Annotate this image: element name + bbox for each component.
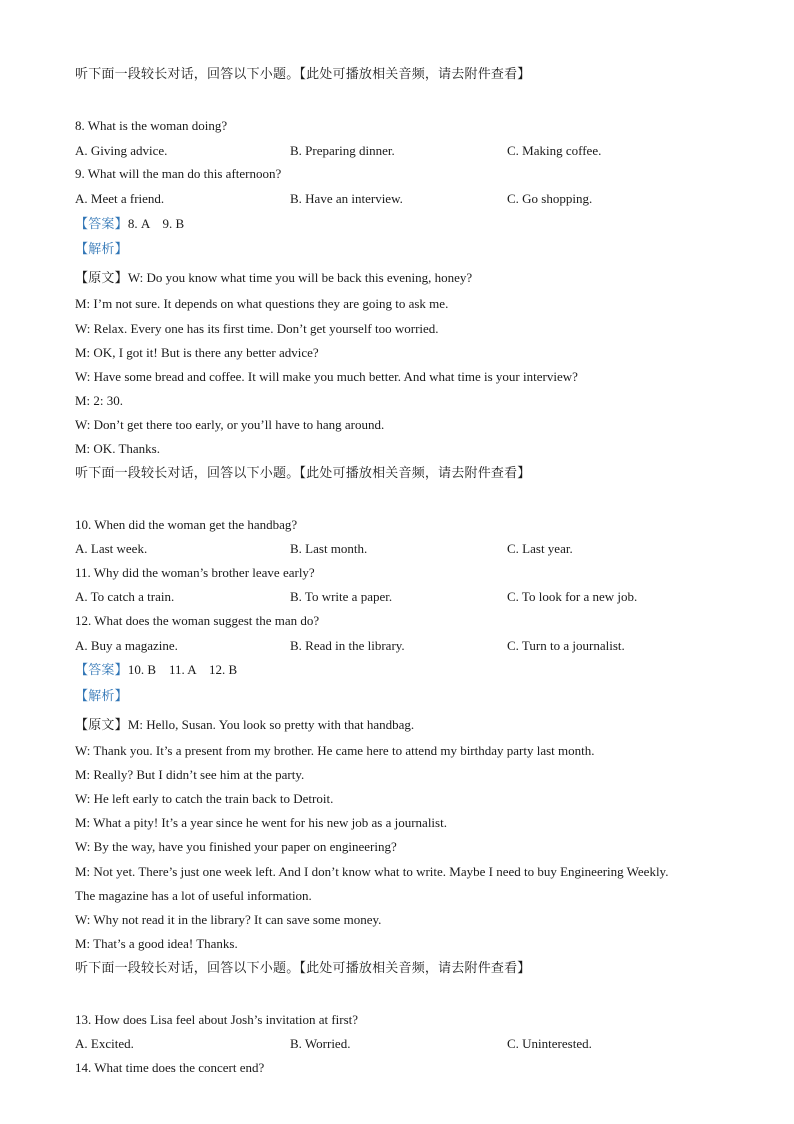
question-9-option-c: C. Go shopping. [507, 191, 593, 206]
question-11: 11. Why did the woman’s brother leave early? [75, 565, 315, 580]
question-12-option-c: C. Turn to a journalist. [507, 638, 625, 653]
answer-line [75, 216, 184, 233]
transcript-line: M: OK. Thanks. [75, 441, 160, 456]
transcript-line [75, 717, 414, 734]
answer-line [75, 662, 237, 679]
transcript-line: M: What a pity! It’s a year since he went for his new job as a journalist. [75, 815, 447, 830]
question-8-option-b: B. Preparing dinner. [290, 143, 395, 158]
transcript-line [75, 270, 472, 287]
question-12: 12. What does the woman suggest the man do? [75, 613, 320, 628]
transcript-line: W: Have some bread and coffee. It will make you much better. And what time is your interview? [75, 369, 578, 384]
transcript-line: M: Not yet. There’s just one week left. And I don’t know what to write. Maybe I need to buy Engineering Weekly. [75, 864, 669, 879]
question-13: 13. How does Lisa feel about Josh’s invitation at first? [75, 1012, 359, 1027]
question-10-option-a: A. Last week. [75, 541, 148, 556]
answer-text: 10. B 11. A 12. B [127, 662, 238, 677]
question-10-option-c: C. Last year. [507, 541, 573, 556]
section-heading: 听下面一段较长对话，回答以下小题。【此处可播放相关音频，请去附件查看】 [75, 961, 531, 976]
transcript-line: W: By the way, have you finished your paper on engineering? [75, 839, 397, 854]
transcript-line: M: Really? But I didn’t see him at the party. [75, 767, 305, 782]
question-10: 10. When did the woman get the handbag? [75, 517, 298, 532]
transcript-line: M: I’m not sure. It depends on what questions they are going to ask me. [75, 296, 449, 311]
transcript-line: W: Thank you. It’s a present from my brother. He came here to attend my birthday party last month. [75, 743, 595, 758]
transcript-line: W: Why not read it in the library? It can save some money. [75, 912, 382, 927]
question-8-option-a: A. Giving advice. [75, 143, 168, 158]
analysis-tag: 【解析】 [75, 689, 128, 704]
section-heading: 听下面一段较长对话，回答以下小题。【此处可播放相关音频，请去附件查看】 [75, 466, 531, 481]
question-8-option-c: C. Making coffee. [507, 143, 602, 158]
answer-tag: 【答案】 [75, 217, 128, 232]
question-9: 9. What will the man do this afternoon? [75, 166, 282, 181]
question-11-option-c: C. To look for a new job. [507, 589, 638, 604]
question-12-option-b: B. Read in the library. [290, 638, 405, 653]
section-heading: 听下面一段较长对话，回答以下小题。【此处可播放相关音频，请去附件查看】 [75, 67, 531, 82]
transcript-tag: 【原文】 [75, 718, 128, 733]
answer-tag: 【答案】 [75, 663, 128, 678]
transcript-line: M: OK, I got it! But is there any better advice? [75, 345, 319, 360]
transcript-line: M: That’s a good idea! Thanks. [75, 936, 238, 951]
transcript-line: W: Don’t get there too early, or you’ll have to hang around. [75, 417, 385, 432]
question-12-option-a: A. Buy a magazine. [75, 638, 178, 653]
question-13-option-b: B. Worried. [290, 1036, 351, 1051]
answer-text: 8. A 9. B [127, 216, 185, 231]
transcript-line: W: Relax. Every one has its first time. Don’t get yourself too worried. [75, 321, 439, 336]
question-10-option-b: B. Last month. [290, 541, 368, 556]
question-11-option-b: B. To write a paper. [290, 589, 393, 604]
question-9-option-b: B. Have an interview. [290, 191, 403, 206]
question-9-option-a: A. Meet a friend. [75, 191, 165, 206]
question-11-option-a: A. To catch a train. [75, 589, 175, 604]
transcript-line: The magazine has a lot of useful information. [75, 888, 312, 903]
transcript-text: W: Do you know what time you will be back this evening, honey? [127, 270, 473, 285]
question-8: 8. What is the woman doing? [75, 118, 228, 133]
question-13-option-c: C. Uninterested. [507, 1036, 592, 1051]
transcript-text: M: Hello, Susan. You look so pretty with that handbag. [127, 717, 415, 732]
question-13-option-a: A. Excited. [75, 1036, 134, 1051]
transcript-tag: 【原文】 [75, 271, 128, 286]
question-14: 14. What time does the concert end? [75, 1060, 265, 1075]
analysis-tag: 【解析】 [75, 242, 128, 257]
transcript-line: W: He left early to catch the train back to Detroit. [75, 791, 334, 806]
transcript-line: M: 2: 30. [75, 393, 124, 408]
